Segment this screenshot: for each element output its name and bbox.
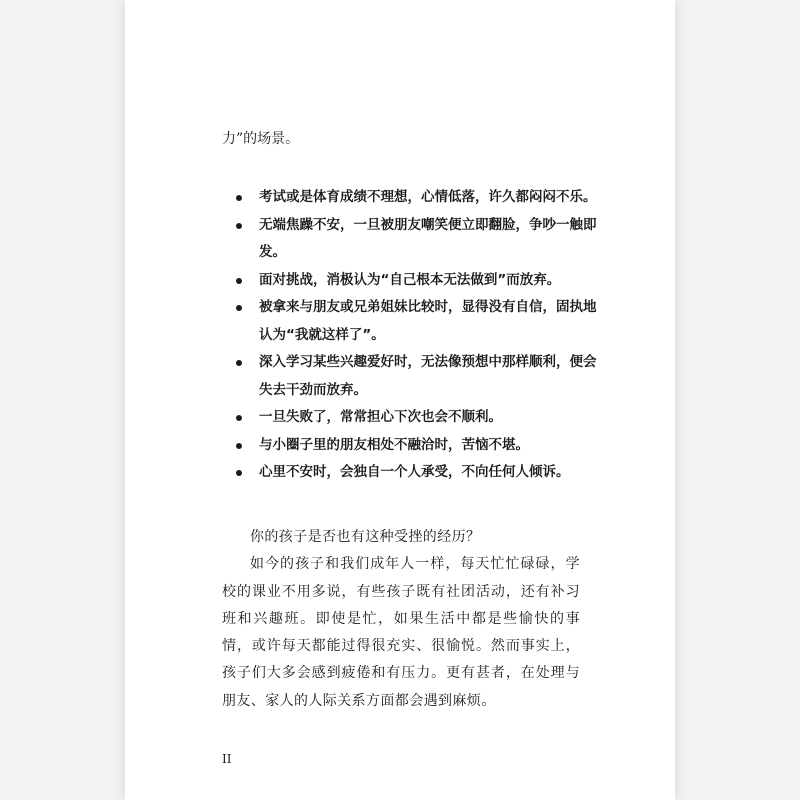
page-number: II xyxy=(222,752,232,766)
bullet-item: 被拿来与朋友或兄弟姐妹比较时，显得没有自信，固执地认为“我就这样了”。 xyxy=(222,294,602,349)
intro-fragment: 力”的场景。 xyxy=(222,131,300,147)
question-paragraph: 你的孩子是否也有这种受挫的经历？ xyxy=(250,529,481,545)
bullet-item: 无端焦躁不安，一旦被朋友嘲笑便立即翻脸，争吵一触即发。 xyxy=(222,212,602,267)
bullet-item: 一旦失败了，常常担心下次也会不顺利。 xyxy=(222,404,602,432)
bullet-list xyxy=(222,184,602,487)
bullet-item: 考试或是体育成绩不理想，心情低落，许久都闷闷不乐。 xyxy=(222,184,602,212)
body-text xyxy=(222,524,580,715)
book-page xyxy=(125,0,675,800)
bullet-item: 与小圈子里的朋友相处不融洽时，苦恼不堪。 xyxy=(222,432,602,460)
body-paragraph: 如今的孩子和我们成年人一样，每天忙忙碌碌，学校的课业不用多说，有些孩子既有社团活动，还有补习班和兴趣班。即使是忙，如果生活中都是些愉快的事情，或许每天都能过得很充实、很愉悦。然而事实上，孩子们大多会感到疲倦和有压力。更有甚者，在处理与朋友、家人的人际关系方面都会遇到麻烦。 xyxy=(222,556,580,709)
bullet-item: 心里不安时，会独自一个人承受，不向任何人倾诉。 xyxy=(222,459,602,487)
bullet-item: 面对挑战，消极认为“自己根本无法做到”而放弃。 xyxy=(222,267,602,295)
bullet-item: 深入学习某些兴趣爱好时，无法像预想中那样顺利，便会失去干劲而放弃。 xyxy=(222,349,602,404)
